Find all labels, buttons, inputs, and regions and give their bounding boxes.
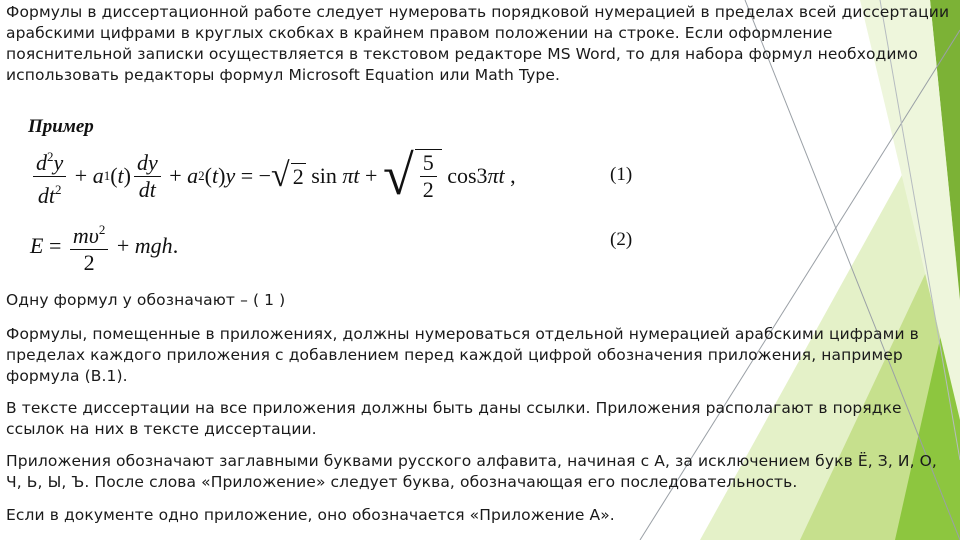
intro-paragraph: Формулы в диссертационной работе следует нумеровать порядковой нумерацией в пределах всей диссертации арабскими цифрами в круглых скобках в крайнем правом положении на строке. Если оформление пояснительной записки осуществляется в текстовом редакторе MS Word, то для набора формул необходимо использовать редакторы формул Microsoft Equation или Math Type.: [6, 3, 950, 84]
example-title: Пример: [28, 116, 94, 137]
appendix-numbering-paragraph: Формулы, помещенные в приложениях, должны нумероваться отдельной нумерацией арабскими цифрами в пределах каждого приложения с добавлением перед каждой цифрой обозначения приложения, например формула (В.1).: [6, 325, 919, 385]
formula-2: E = $\frac{m\upsilon^2}{2}$ + mgh .: [30, 212, 178, 280]
formula-1-number: (1): [610, 164, 633, 185]
formula-example-image: [6, 112, 646, 282]
appendix-references-paragraph: В тексте диссертации на все приложения должны быть даны ссылки. Приложения располагают в порядке ссылок на них в тексте диссертации.: [6, 399, 902, 438]
appendix-letters-paragraph: Приложения обозначают заглавными буквами русского алфавита, начиная с А, за исключением букв Ё, З, И, О, Ч, Ь, Ы, Ъ. После слова «Приложение» следует буква, обозначающая его последовательность.: [6, 452, 937, 491]
single-appendix-paragraph: Если в документе одно приложение, оно обозначается «Приложение А».: [6, 506, 615, 524]
one-formula-paragraph: Одну формул у обозначают – ( 1 ): [6, 291, 286, 309]
formula-1: $\frac{d^2y}{dt^2}$ + a 1 ( t ) $\frac{dy}{dt}$ + a 2 ( t ) y = − √ 2 sin πt + √ $\frac{5}{2}$ cos3 πt ,: [30, 142, 516, 210]
formula-2-number: (2): [610, 229, 633, 250]
